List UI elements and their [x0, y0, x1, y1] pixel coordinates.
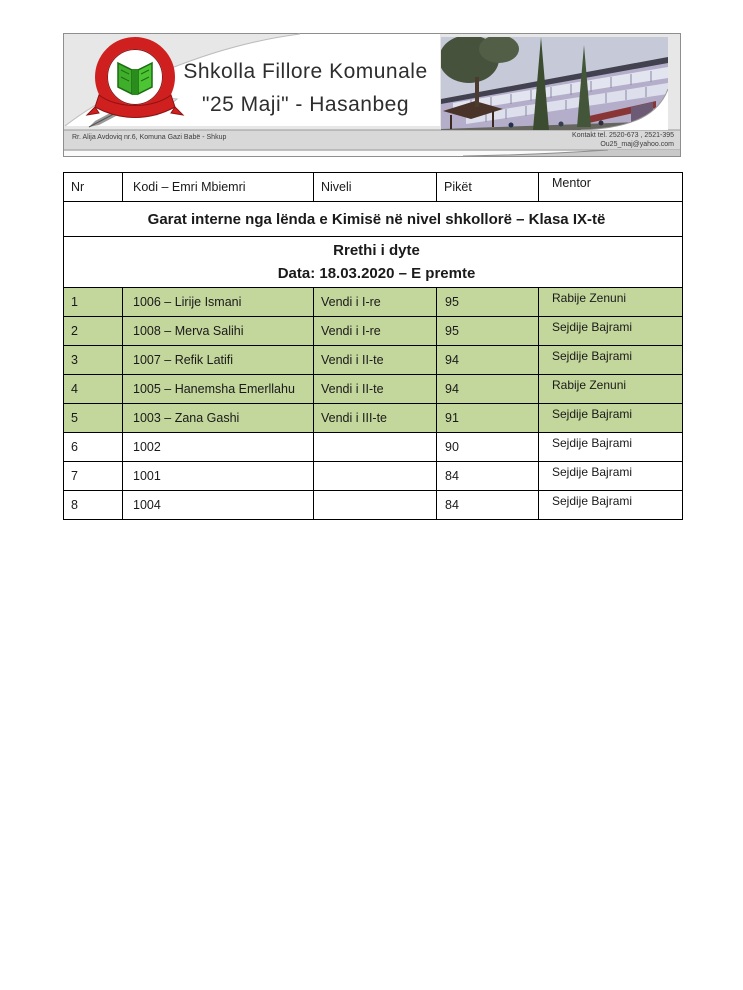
school-address: Rr. Alija Avdoviq nr.6, Komuna Gazi Babë - Shkup [72, 134, 227, 141]
cell-kodi: 1004 [123, 491, 314, 520]
results-section [63, 172, 683, 520]
school-name-line1: Shkolla Fillore Komunale [183, 60, 428, 83]
cell-niveli: Vendi i II-te [314, 375, 437, 404]
cell-niveli [314, 491, 437, 520]
cell-nr: 7 [64, 462, 123, 491]
competition-title: Garat interne nga lënda e Kimisë në nivel shkollorë – Klasa IX-të [64, 202, 683, 237]
cell-kodi: 1003 – Zana Gashi [123, 404, 314, 433]
cell-mentor: Sejdije Bajrami [539, 433, 683, 462]
cell-niveli: Vendi i III-te [314, 404, 437, 433]
cell-nr: 8 [64, 491, 123, 520]
round-label: Rrethi i dyte [333, 242, 420, 259]
cell-kodi: 1002 [123, 433, 314, 462]
cell-mentor: Rabije Zenuni [539, 288, 683, 317]
round-and-date [64, 237, 683, 288]
header-kodi: Kodi – Emri Mbiemri [123, 173, 314, 202]
cell-mentor: Sejdije Bajrami [539, 317, 683, 346]
date-label: Data: 18.03.2020 – E premte [277, 265, 476, 282]
cell-kodi: 1001 [123, 462, 314, 491]
table-row [64, 375, 683, 404]
cell-piket: 94 [437, 375, 539, 404]
table-row [64, 346, 683, 375]
contact-email: Ou25_maj@yahoo.com [600, 141, 674, 148]
header-row [64, 173, 683, 202]
cell-niveli [314, 433, 437, 462]
results-header [64, 173, 683, 202]
cell-mentor: Sejdije Bajrami [539, 462, 683, 491]
cell-piket: 84 [437, 491, 539, 520]
cell-nr: 5 [64, 404, 123, 433]
cell-niveli: Vendi i II-te [314, 346, 437, 375]
table-row [64, 288, 683, 317]
table-row [64, 317, 683, 346]
header-niveli: Niveli [314, 173, 437, 202]
cell-piket: 95 [437, 317, 539, 346]
cell-nr: 1 [64, 288, 123, 317]
table-row [64, 462, 683, 491]
header-mentor: Mentor [539, 173, 683, 202]
table-row [64, 491, 683, 520]
contact-phone: Kontakt tel. 2520-673 , 2521-395 [572, 132, 674, 139]
cell-nr: 6 [64, 433, 123, 462]
cell-kodi: 1007 – Refik Latifi [123, 346, 314, 375]
table-row [64, 433, 683, 462]
cell-niveli [314, 462, 437, 491]
cell-mentor: Sejdije Bajrami [539, 491, 683, 520]
results-table [63, 172, 683, 520]
cell-niveli: Vendi i I-re [314, 317, 437, 346]
cell-piket: 95 [437, 288, 539, 317]
cell-piket: 94 [437, 346, 539, 375]
subtitle-row [64, 237, 683, 288]
school-contact [572, 131, 674, 149]
school-photo [441, 37, 668, 130]
table-row [64, 404, 683, 433]
cell-nr: 4 [64, 375, 123, 404]
title-row [64, 202, 683, 237]
letterhead-banner [63, 33, 681, 157]
school-name [163, 55, 448, 121]
cell-piket: 90 [437, 433, 539, 462]
cell-kodi: 1005 – Hanemsha Emerllahu [123, 375, 314, 404]
cell-nr: 2 [64, 317, 123, 346]
cell-kodi: 1008 – Merva Salihi [123, 317, 314, 346]
header-piket: Pikët [437, 173, 539, 202]
cell-mentor: Rabije Zenuni [539, 375, 683, 404]
cell-nr: 3 [64, 346, 123, 375]
cell-mentor: Sejdije Bajrami [539, 404, 683, 433]
cell-mentor: Sejdije Bajrami [539, 346, 683, 375]
header-nr: Nr [64, 173, 123, 202]
cell-niveli: Vendi i I-re [314, 288, 437, 317]
cell-kodi: 1006 – Lirije Ismani [123, 288, 314, 317]
school-name-line2: "25 Maji" - Hasanbeg [201, 93, 409, 116]
cell-piket: 91 [437, 404, 539, 433]
results-tbody [64, 288, 683, 520]
cell-piket: 84 [437, 462, 539, 491]
